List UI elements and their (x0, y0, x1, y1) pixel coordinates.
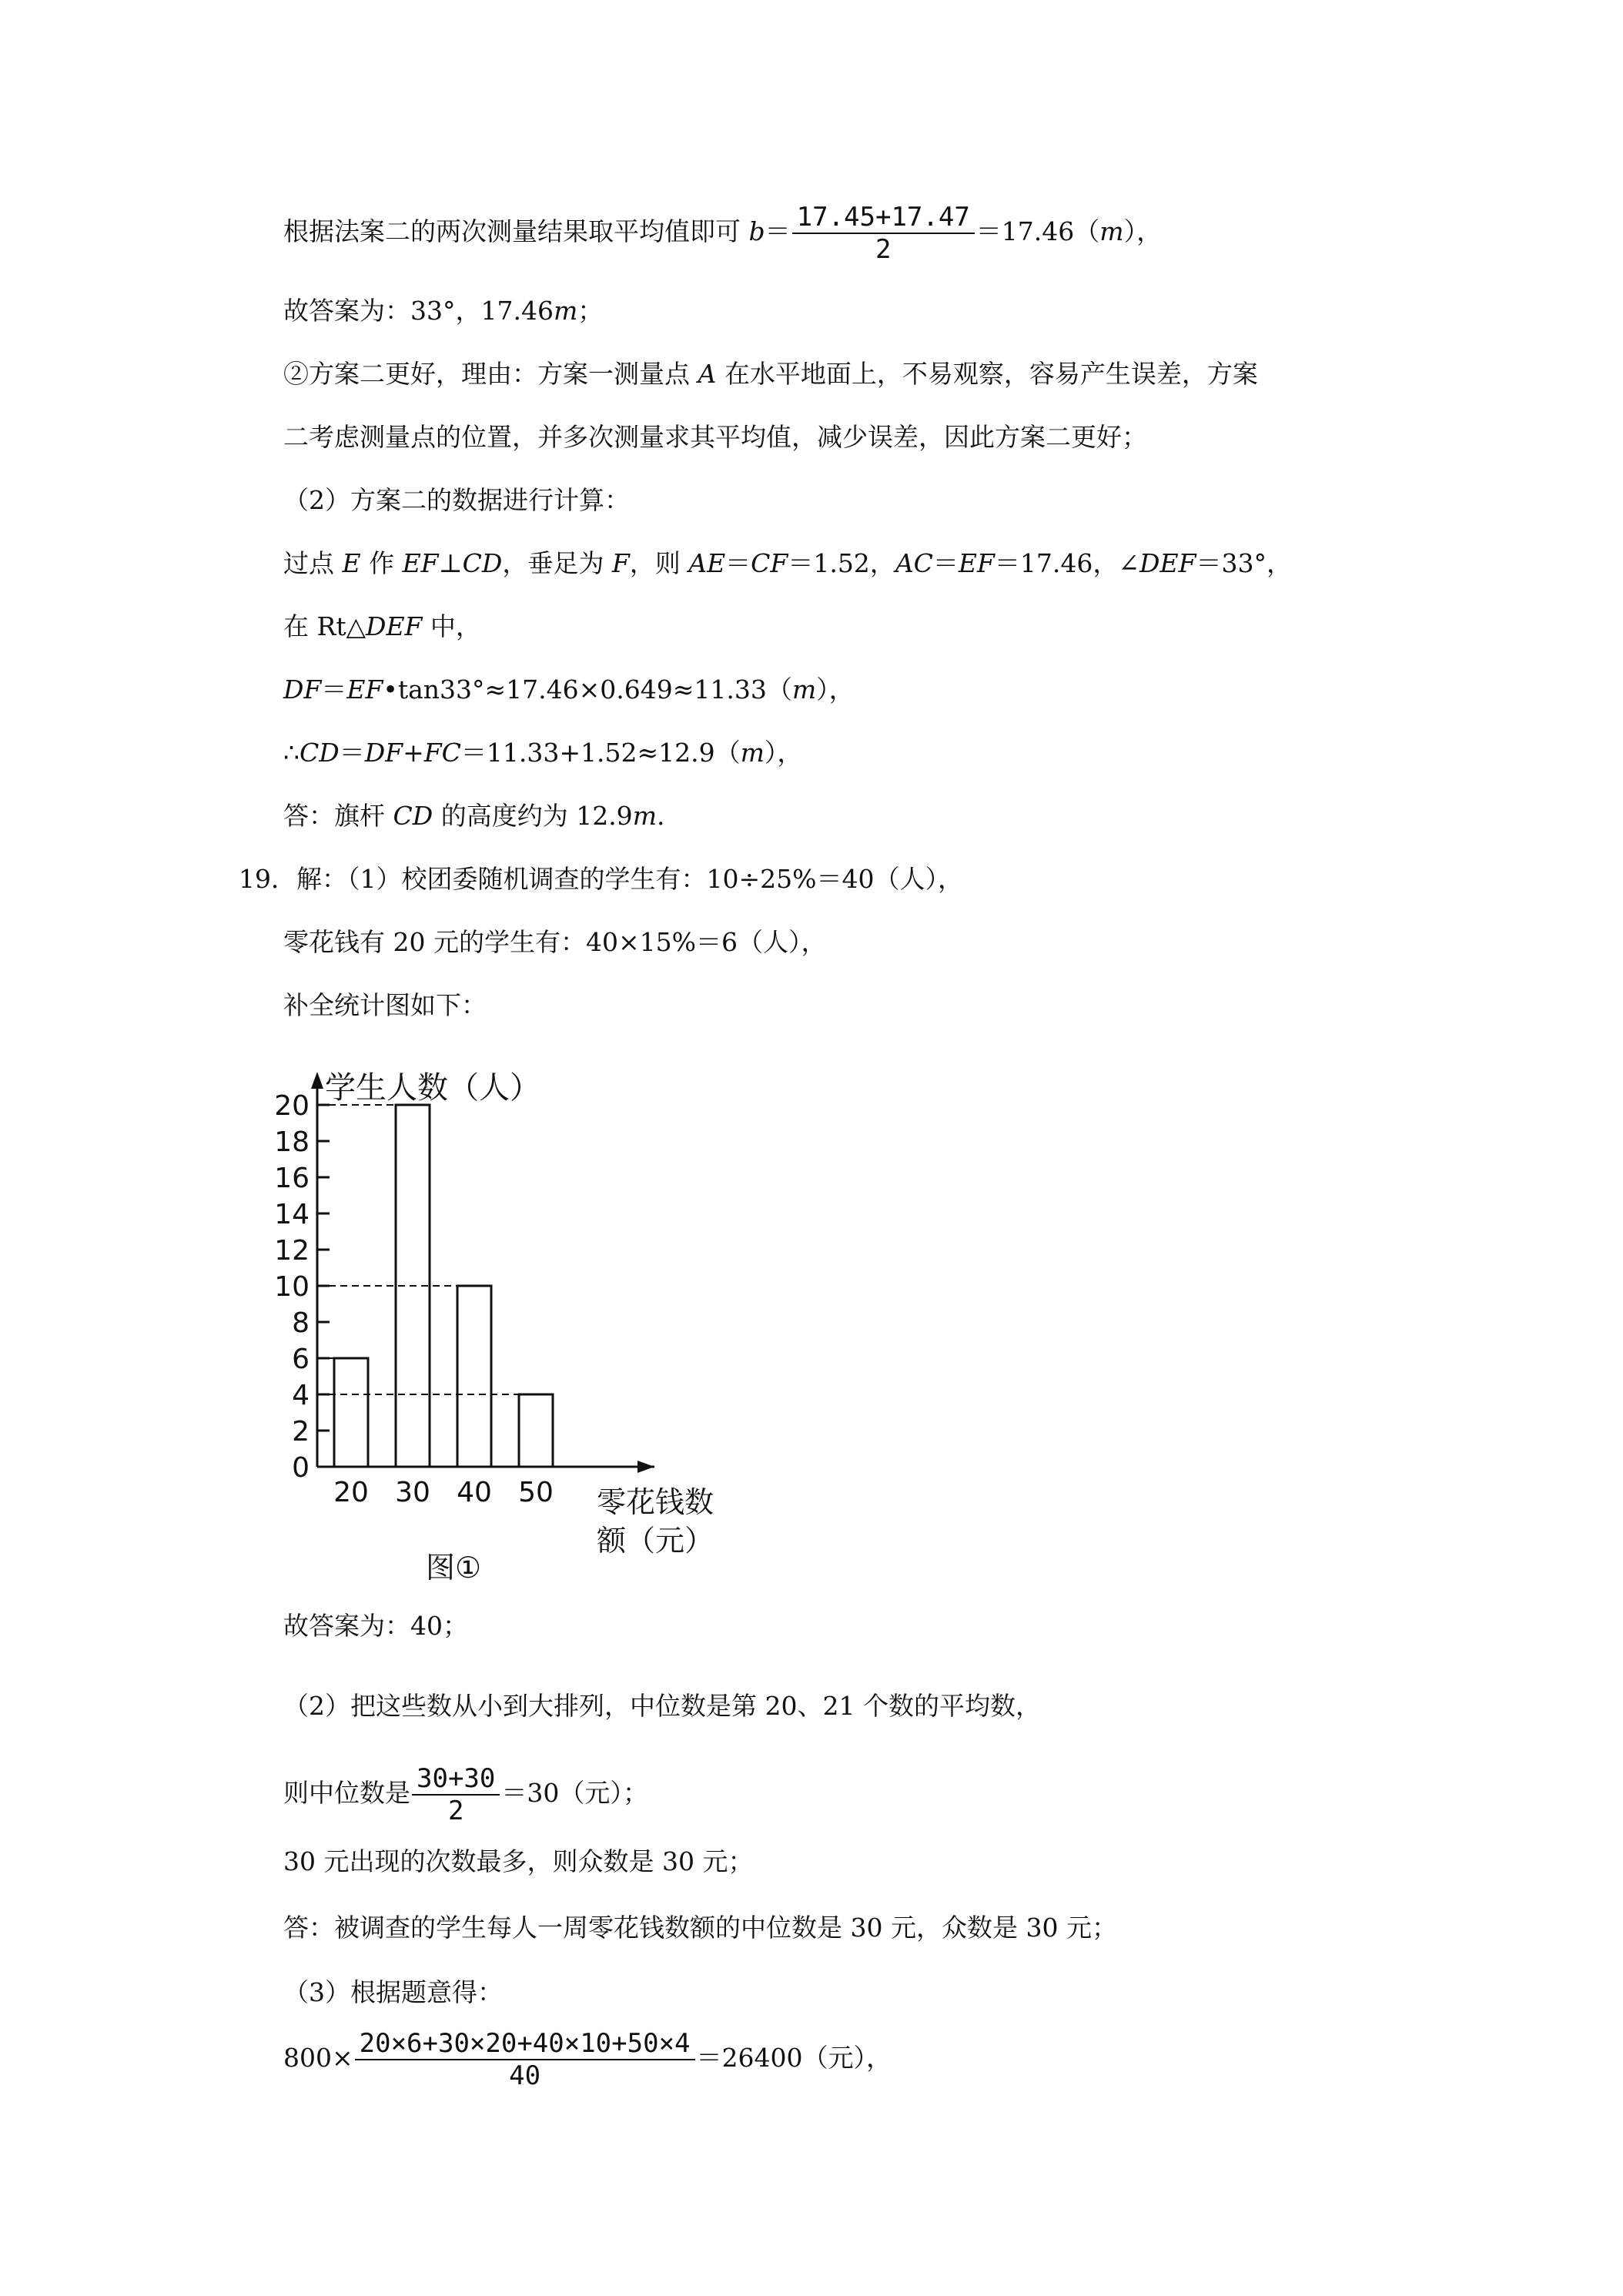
fraction-numerator: 17.45+17.47 (792, 202, 975, 234)
line-text: ，则 (629, 548, 689, 578)
var: DF (283, 674, 322, 705)
text-line-7 (283, 610, 481, 644)
line-text: ）， (816, 674, 855, 705)
text-line-4: 二考虑测量点的位置，并多次测量求其平均值，减少误差，因此方案二更好； (283, 422, 1147, 452)
line-text: 800× (283, 2043, 353, 2073)
bar (519, 1394, 553, 1467)
x-axis-arrow-icon (637, 1461, 654, 1473)
x-axis-label-line2: 额（元） (597, 1524, 714, 1558)
var: FC (423, 738, 461, 768)
point-A: A (698, 359, 717, 389)
bar (457, 1286, 491, 1467)
var: CD (393, 801, 433, 831)
line-text: ＝17.46（ (975, 216, 1100, 246)
var: CD (300, 738, 340, 768)
text-line-8 (283, 673, 855, 707)
unit-m: m (632, 801, 657, 831)
line-text: ）， (1123, 216, 1163, 246)
text-line-5: （2）方案二的数据进行计算： (283, 485, 630, 515)
y-axis-arrow-icon (311, 1072, 323, 1089)
var: E (342, 548, 361, 578)
fraction-total (355, 2028, 695, 2091)
var: EF (402, 548, 439, 578)
text-line-16 (283, 1763, 648, 1826)
text-line-14: 故答案为：40； (283, 1611, 468, 1641)
line-text: ＝ (321, 674, 347, 705)
line-text: ）， (764, 738, 803, 768)
text-line-6 (283, 547, 1292, 581)
y-axis-label: 学生人数（人） (325, 1070, 540, 1106)
line-text: ⊥ (438, 548, 463, 578)
line-text: 则中位数是 (283, 1778, 410, 1808)
line-text: ＝ (932, 548, 959, 578)
line-text: ＝ (725, 548, 751, 578)
line-text: ，垂足为 (502, 548, 612, 578)
bar-chart (269, 1070, 762, 1594)
text-line-3 (283, 357, 1258, 391)
y-tick-label: 14 (274, 1199, 310, 1230)
line-text: 在水平地面上，不易观察，容易产生误差，方案 (716, 359, 1258, 389)
fraction-median (412, 1763, 500, 1826)
line-text: 在 Rt△ (283, 611, 366, 641)
text-line-2 (283, 294, 603, 328)
equals-sign: ＝ (765, 216, 791, 246)
line-text: 根据法案二的两次测量结果取平均值即可 (283, 216, 749, 246)
var: CD (462, 548, 503, 578)
x-tick-label: 30 (395, 1477, 430, 1508)
unit-m: m (553, 296, 578, 326)
line-text: ＝11.33+1.52≈12.9（ (460, 738, 741, 768)
line-text: ＝26400（元）， (696, 2043, 892, 2073)
y-tick-label: 18 (274, 1126, 310, 1158)
line-text: 的高度约为 12.9 (433, 801, 633, 831)
var: CF (751, 548, 788, 578)
unit-m: m (791, 674, 817, 705)
y-tick-label: 10 (274, 1271, 310, 1303)
x-tick-label: 40 (457, 1477, 492, 1508)
line-text: 过点 (283, 548, 343, 578)
y-tick-label: 12 (274, 1235, 310, 1267)
line-text: •tan33°≈17.46×0.649≈11.33（ (383, 674, 792, 705)
line-text: + (403, 738, 424, 768)
line-text: ＝33°， (1196, 548, 1292, 578)
fraction-denominator: 2 (447, 1796, 464, 1826)
var: F (611, 548, 630, 578)
text-line-13: 补全统计图如下： (283, 990, 487, 1020)
line-text: ＝17.46，∠ (994, 548, 1140, 578)
fraction-numerator: 20×6+30×20+40×10+50×4 (355, 2028, 695, 2060)
fraction-numerator: 30+30 (412, 1763, 500, 1796)
x-tick-label: 50 (518, 1477, 554, 1508)
text-line-15: （2）把这些数从小到大排列，中位数是第 20、21 个数的平均数， (283, 1691, 1041, 1721)
text-line-11: 19．解：（1）校团委随机调查的学生有：10÷25%＝40（人）， (239, 864, 963, 894)
text-line-19: （3）根据题意得： (283, 1977, 503, 2007)
line-text: ＝30（元）； (501, 1778, 648, 1808)
unit-m: m (740, 738, 765, 768)
fraction-denominator: 2 (875, 234, 892, 265)
y-tick-label: 4 (292, 1380, 310, 1411)
y-tick-label: 16 (274, 1163, 310, 1194)
text-line-18: 答：被调查的学生每人一周零花钱数额的中位数是 30 元，众数是 30 元； (283, 1913, 1117, 1943)
var: AC (895, 548, 933, 578)
y-tick-label: 20 (274, 1090, 310, 1122)
bar (334, 1358, 368, 1467)
line-text: 答：旗杆 (283, 801, 393, 831)
line-text: ＝1.52， (788, 548, 895, 578)
fraction-average (792, 202, 975, 265)
y-tick-label: 6 (292, 1344, 310, 1375)
line-text: ∴ (283, 738, 300, 768)
x-axis-label-line1: 零花钱数 (597, 1485, 714, 1519)
fraction-denominator: 40 (509, 2060, 541, 2091)
var: DF (364, 738, 403, 768)
line-text: 故答案为：33°，17.46 (283, 296, 554, 326)
text-line-20 (283, 2028, 892, 2091)
line-text: ； (577, 296, 604, 326)
y-tick-label: 0 (292, 1452, 310, 1484)
line-text: 中， (422, 611, 481, 641)
text-line-1 (283, 202, 1162, 265)
var: DEF (365, 611, 423, 641)
unit-m: m (1099, 216, 1124, 246)
text-line-10 (283, 799, 664, 833)
chart-caption: 图① (426, 1551, 482, 1585)
variable-b: b (748, 216, 765, 246)
line-text: . (656, 801, 665, 831)
var: EF (346, 674, 383, 705)
y-tick-label: 2 (292, 1416, 310, 1448)
line-text: ②方案二更好，理由：方案一测量点 (283, 359, 698, 389)
text-line-9 (283, 736, 802, 770)
line-text: ＝ (339, 738, 365, 768)
line-text: 作 (360, 548, 403, 578)
var: DEF (1139, 548, 1196, 578)
var: EF (958, 548, 995, 578)
x-tick-label: 20 (333, 1477, 369, 1508)
text-line-17: 30 元出现的次数最多，则众数是 30 元； (283, 1846, 754, 1876)
text-line-12: 零花钱有 20 元的学生有：40×15%＝6（人）， (283, 927, 827, 957)
var: AE (688, 548, 726, 578)
y-tick-label: 8 (292, 1307, 310, 1339)
